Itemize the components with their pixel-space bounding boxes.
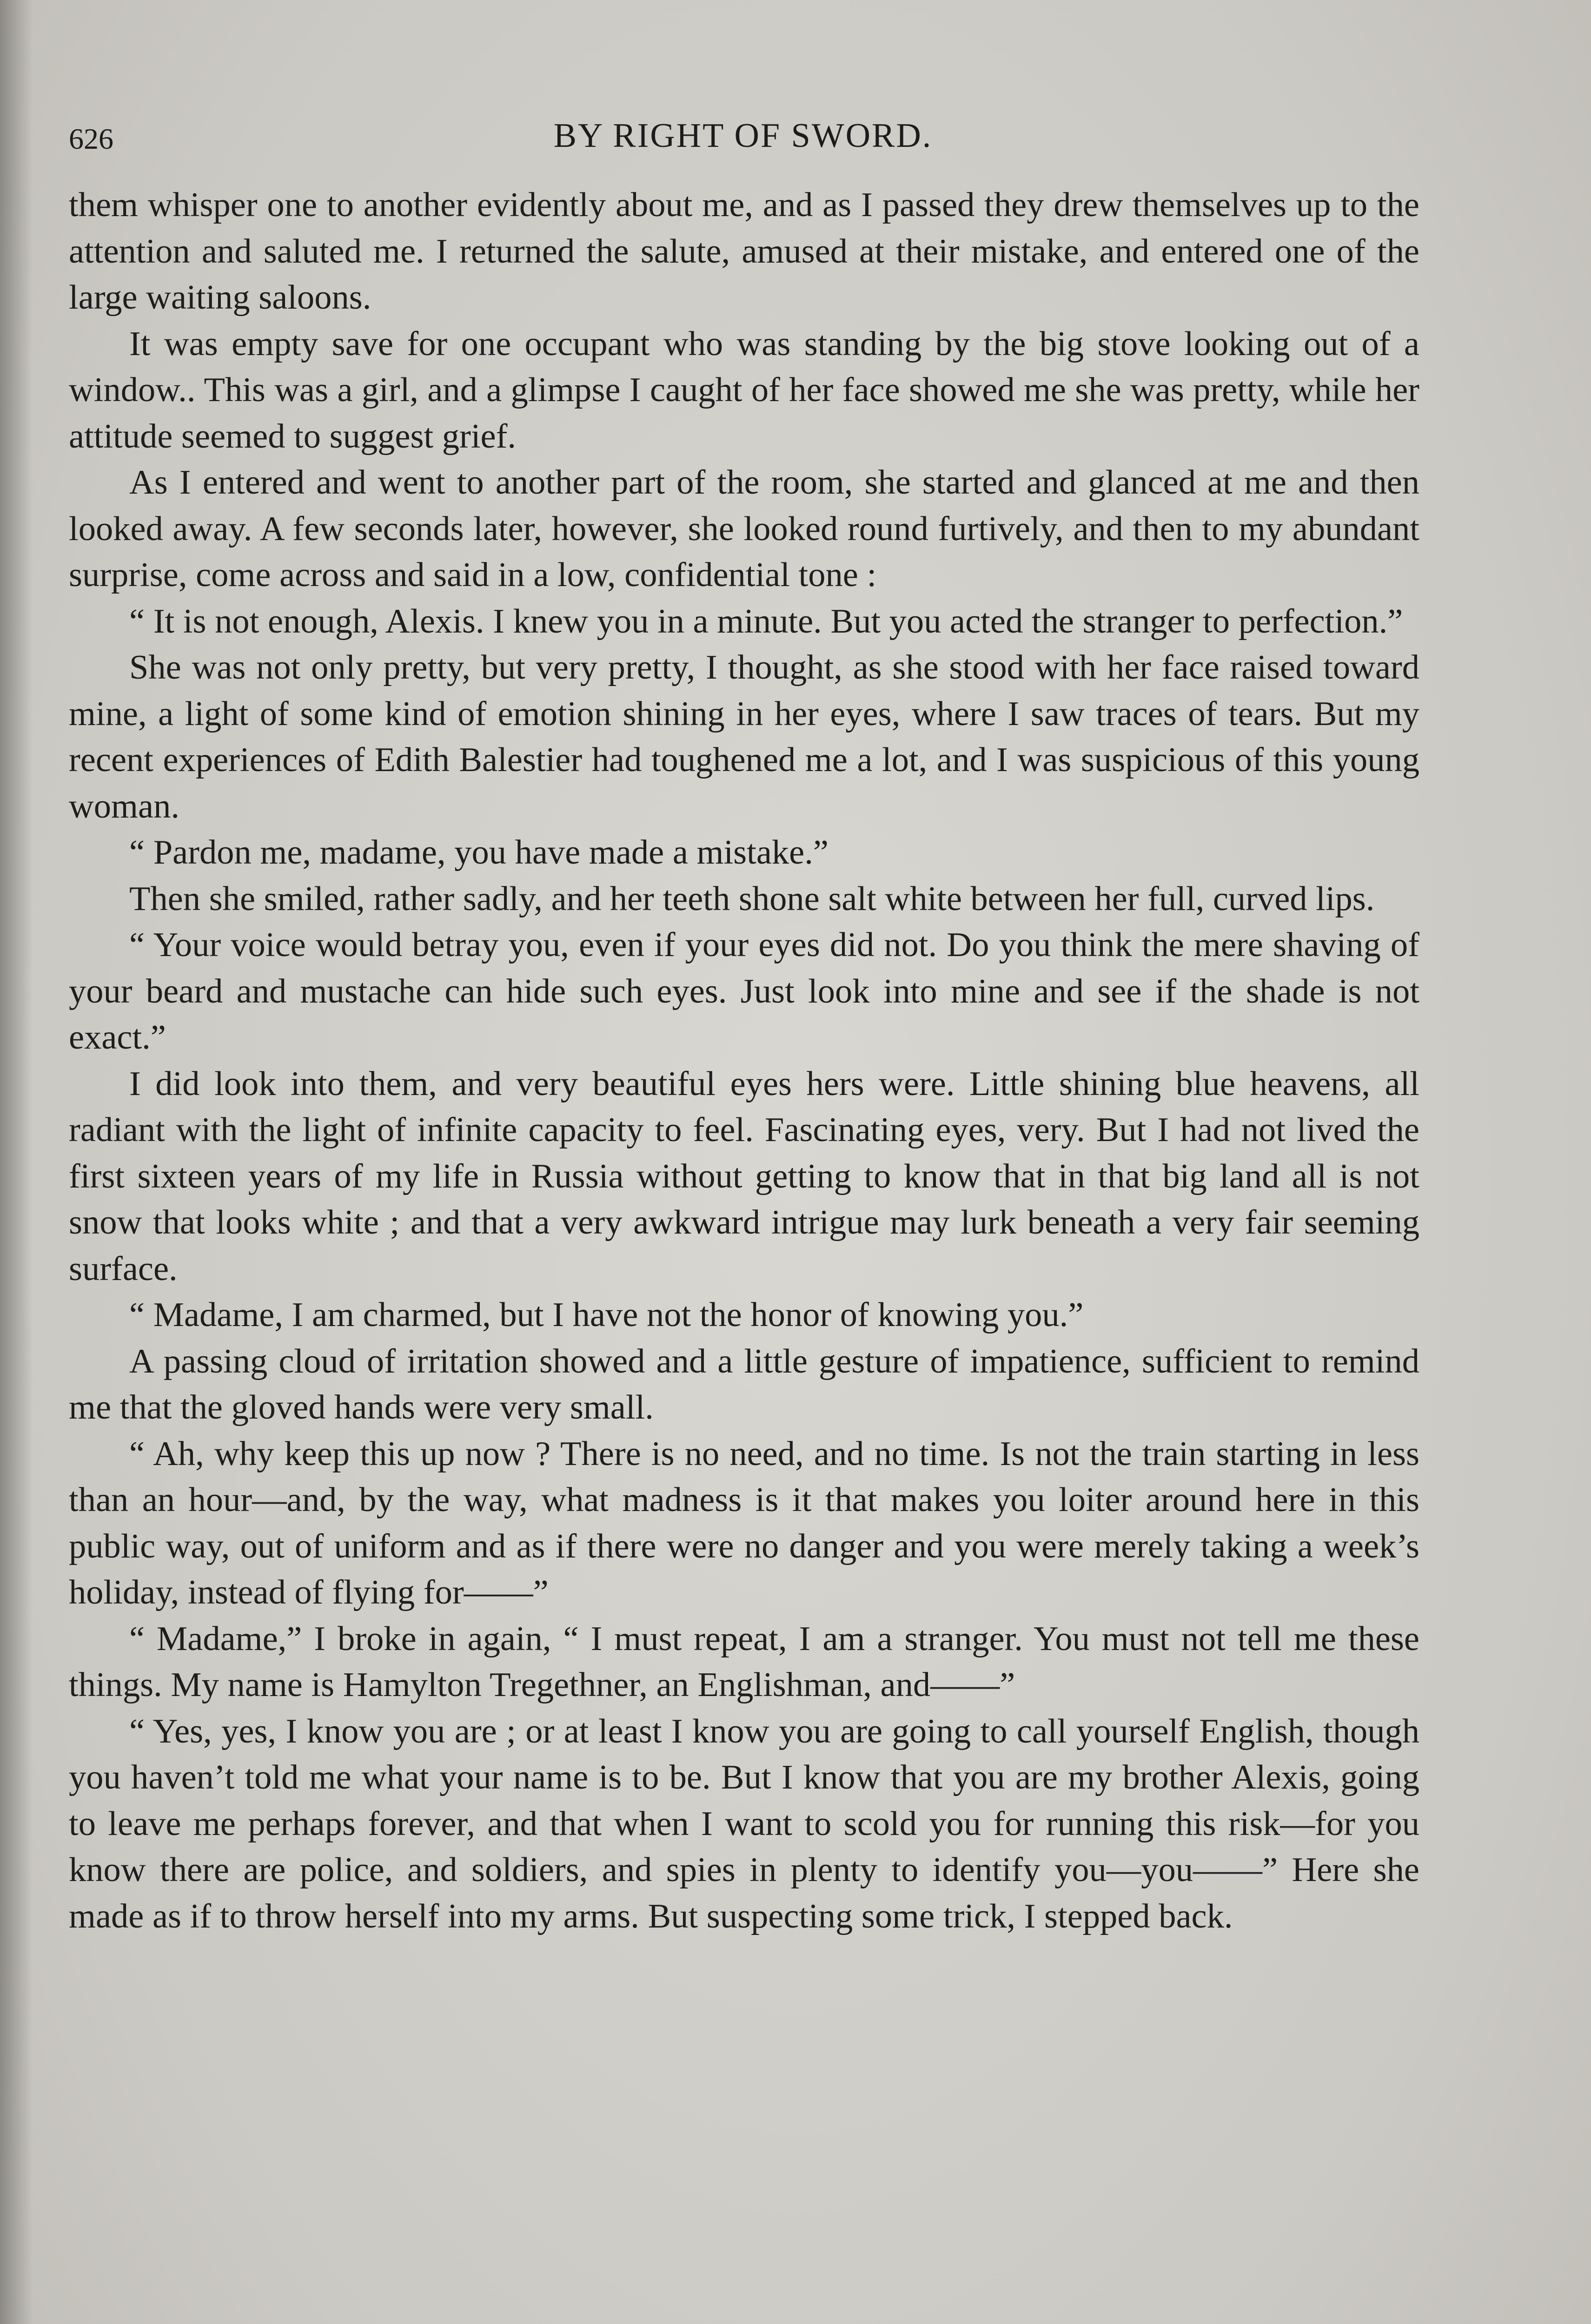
running-title: BY RIGHT OF SWORD. — [553, 117, 933, 155]
paragraph: them whisper one to another evidently about me, and as I passed they drew themselves up to the attention and saluted me. I returned the salute, amused at their mistake, and entered one of the large waiting saloons. — [69, 186, 1419, 317]
binding-shadow — [0, 0, 33, 2324]
paragraph: “ Yes, yes, I know you are ; or at least I know you are going to call yourself English, though you haven’t told me what your name is to be. But I know that you are my brother Alexis, going to leave me perhaps forever, and that when I want to scold you for running this risk—for you know there are police, and soldiers, and spies in plenty to identify you—you——” Here she made as if to throw herself into my arms. But suspecting some trick, I stepped back. — [69, 1712, 1419, 1935]
body-text — [69, 182, 1419, 1940]
paragraph: “ Pardon me, madame, you have made a mistake.” — [129, 833, 829, 872]
paragraph: “ It is not enough, Alexis. I knew you in a minute. But you acted the stranger to perfection.” — [129, 602, 1403, 640]
paragraph: I did look into them, and very beautiful eyes hers were. Little shining blue heavens, all radiant with the light of infinite capacity to feel. Fascinating eyes, very. But I had not lived the first sixteen years of my life in Russia without getting to know that in that big land all is not snow that looks white ; and that a very awkward intrigue may lurk beneath a very fair seeming surface. — [69, 1064, 1419, 1288]
page-header — [69, 112, 1417, 167]
paragraph: Then she smiled, rather sadly, and her teeth shone salt white between her full, curved lips. — [129, 879, 1375, 918]
page-number: 626 — [69, 122, 113, 155]
paragraph: She was not only pretty, but very pretty, I thought, as she stood with her face raised toward mine, a light of some kind of emotion shining in her eyes, where I saw traces of tears. But my recent experiences of Edith Balestier had toughened me a lot, and I was suspicious of this young woman. — [69, 648, 1419, 825]
paragraph: A passing cloud of irritation showed and a little gesture of impatience, sufficient to remind me that the gloved hands were very small. — [69, 1342, 1419, 1426]
paragraph: “ Your voice would betray you, even if your eyes did not. Do you think the mere shaving of your beard and mustache can hide such eyes. Just look into mine and see if the shade is not exact.” — [69, 926, 1419, 1056]
paragraph: “ Madame,” I broke in again, “ I must repeat, I am a stranger. You must not tell me these things. My name is Hamylton Tregethner, an Englishman, and——” — [69, 1619, 1419, 1704]
paragraph: As I entered and went to another part of the room, she started and glanced at me and then looked away. A few seconds later, however, she looked round furtively, and then to my abundant surprise, come across and said in a low, confidential tone : — [69, 463, 1419, 594]
paragraph: “ Ah, why keep this up now ? There is no need, and no time. Is not the train starting in less than an hour—and, by the way, what madness is it that makes you loiter around here in this public way, out of uniform and as if there were no danger and you were merely taking a week’s holiday, instead of flying for——” — [69, 1434, 1419, 1611]
paragraph: “ Madame, I am charmed, but I have not the honor of knowing you.” — [129, 1296, 1084, 1334]
paragraph: It was empty save for one occupant who was standing by the big stove looking out of a window.. This was a girl, and a glimpse I caught of her face showed me she was pretty, while her attitude seemed to suggest grief. — [69, 324, 1419, 456]
